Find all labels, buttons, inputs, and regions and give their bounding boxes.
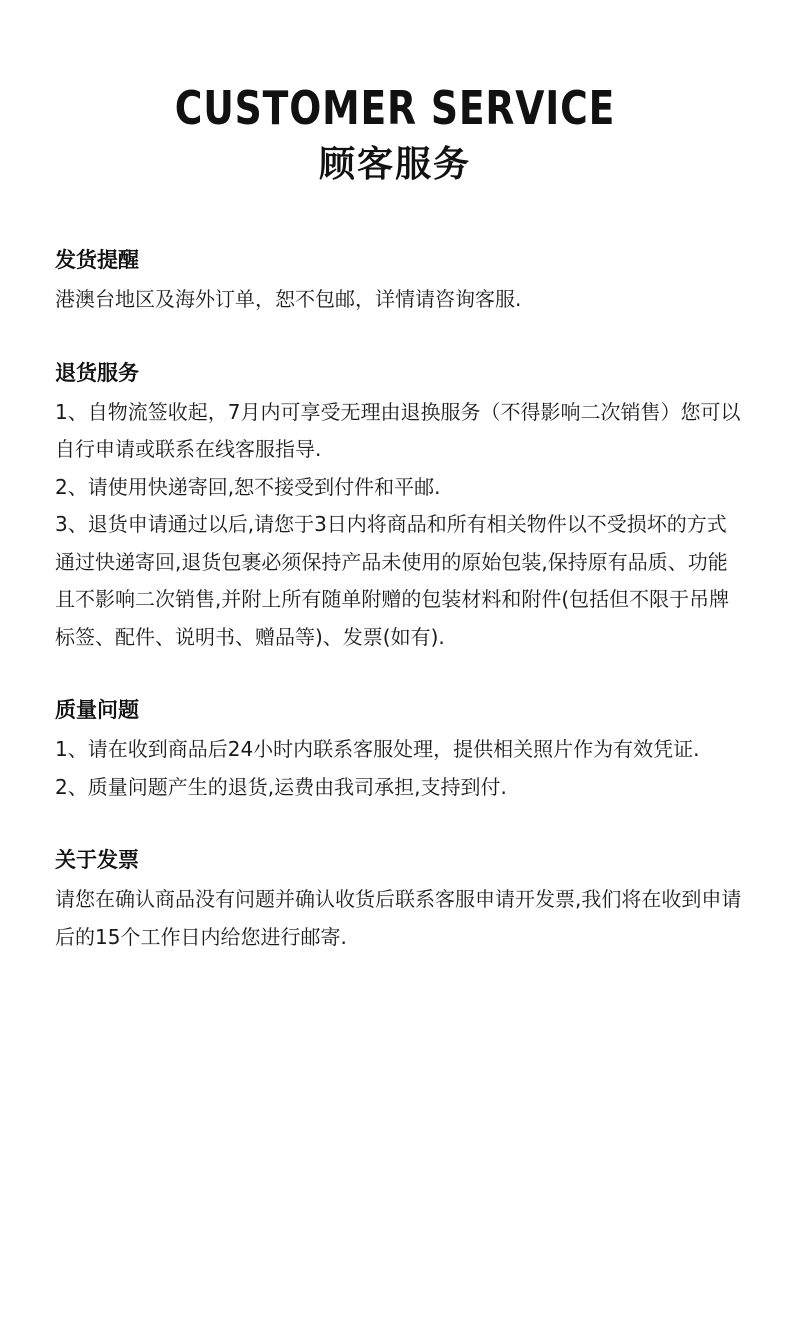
section-heading: 发货提醒: [55, 248, 139, 272]
section-paragraph: 港澳台地区及海外订单，恕不包邮，详情请咨询客服.: [55, 287, 522, 311]
section-heading: 退货服务: [55, 360, 139, 385]
section-heading: 质量问题: [55, 698, 139, 722]
section-heading: 关于发票: [55, 848, 139, 872]
section-paragraph: 1、自物流签收起，7月内可享受无理由退换服务（不得影响二次销售）您可以自行申请或联系在线客服指导.: [55, 399, 741, 461]
section-paragraph: 3、退货申请通过以后,请您于3日内将商品和所有相关物件以不受损坏的方式通过快递寄回,退货包裹必须保持产品未使用的原始包装,保持原有品质、功能且不影响二次销售,并附上所有随单附赠的包装材料和附件(包括但不限于吊牌标签、配件、说明书、赠品等)、发票(如有).: [55, 512, 730, 649]
section-paragraph: 2、请使用快递寄回,恕不接受到付件和平邮.: [55, 474, 441, 499]
section-quality-issues: [55, 694, 745, 806]
page-title-chinese: 顾客服务: [318, 144, 471, 185]
section-return-service: [55, 357, 745, 657]
section-paragraph: 请您在确认商品没有问题并确认收货后联系客服申请开发票,我们将在收到申请后的15个工作日内给您进行邮寄.: [55, 887, 742, 949]
page-title-english: CUSTOMER SERVICE: [174, 81, 616, 135]
section-paragraph: 2、质量问题产生的退货,运费由我司承担,支持到付.: [55, 774, 507, 799]
service-content: [55, 244, 745, 994]
section-paragraph: 1、请在收到商品后24小时内联系客服处理，提供相关照片作为有效凭证.: [55, 737, 700, 761]
section-shipping-notice: [55, 244, 745, 319]
section-invoice: [55, 844, 745, 956]
